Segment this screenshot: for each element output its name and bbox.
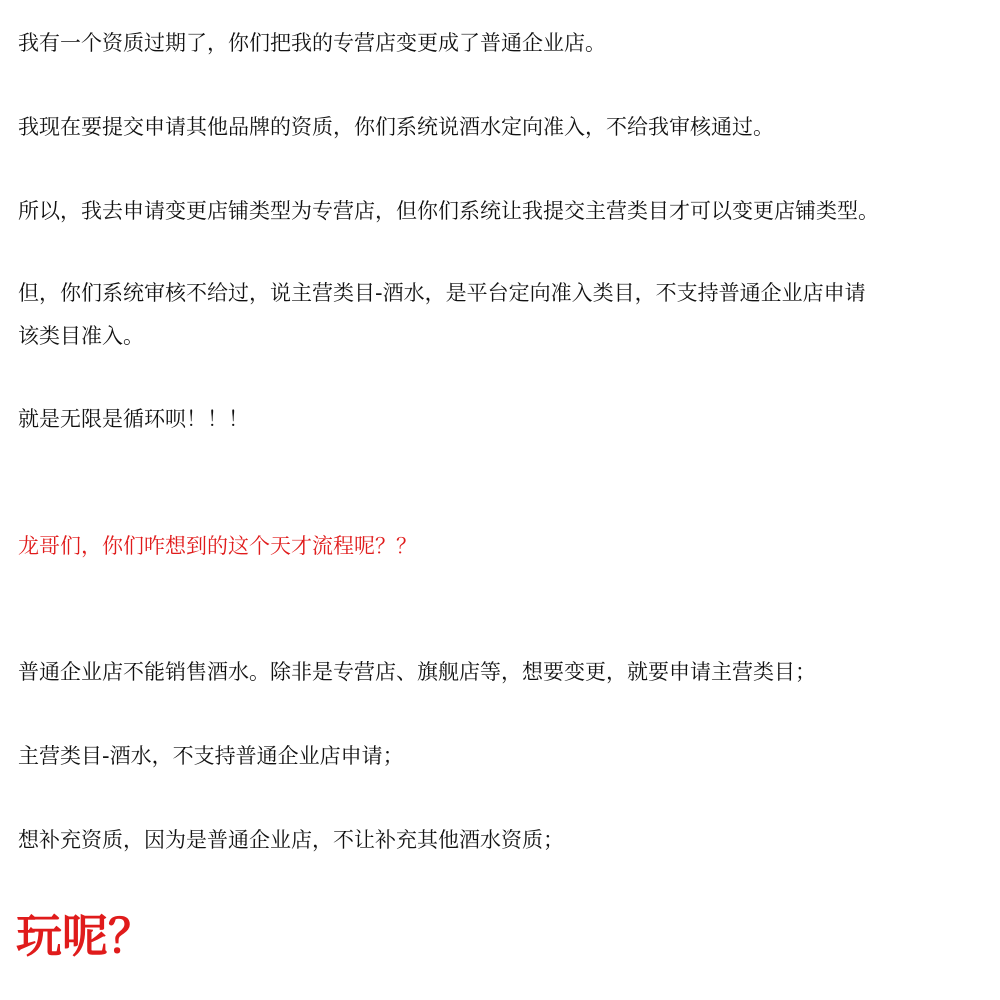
paragraph-review-rejected: 但，你们系统审核不给过，说主营类目-酒水，是平台定向准入类目，不支持普通企业店申请 <box>18 281 866 305</box>
paragraph-cannot-add-qualification: 想补充资质，因为是普通企业店，不让补充其他酒水资质； <box>18 828 564 852</box>
paragraph-change-store-type: 所以，我去申请变更店铺类型为专营店，但你们系统让我提交主营类目才可以变更店铺类型。 <box>18 199 879 223</box>
paragraph-red-question: 龙哥们，你们咋想到的这个天才流程呢？？ <box>18 534 417 558</box>
heading-kidding-me: 玩呢？ <box>16 909 154 963</box>
paragraph-review-rejected-continued: 该类目准入。 <box>18 324 144 348</box>
paragraph-infinite-loop: 就是无限是循环呗！！！ <box>18 407 249 431</box>
paragraph-category-not-supported: 主营类目-酒水，不支持普通企业店申请； <box>18 744 404 768</box>
paragraph-submit-brand-qualification: 我现在要提交申请其他品牌的资质，你们系统说酒水定向准入，不给我审核通过。 <box>18 115 774 139</box>
paragraph-qualification-expired: 我有一个资质过期了，你们把我的专营店变更成了普通企业店。 <box>18 31 606 55</box>
paragraph-cannot-sell-liquor: 普通企业店不能销售酒水。除非是专营店、旗舰店等，想要变更，就要申请主营类目； <box>18 660 816 684</box>
